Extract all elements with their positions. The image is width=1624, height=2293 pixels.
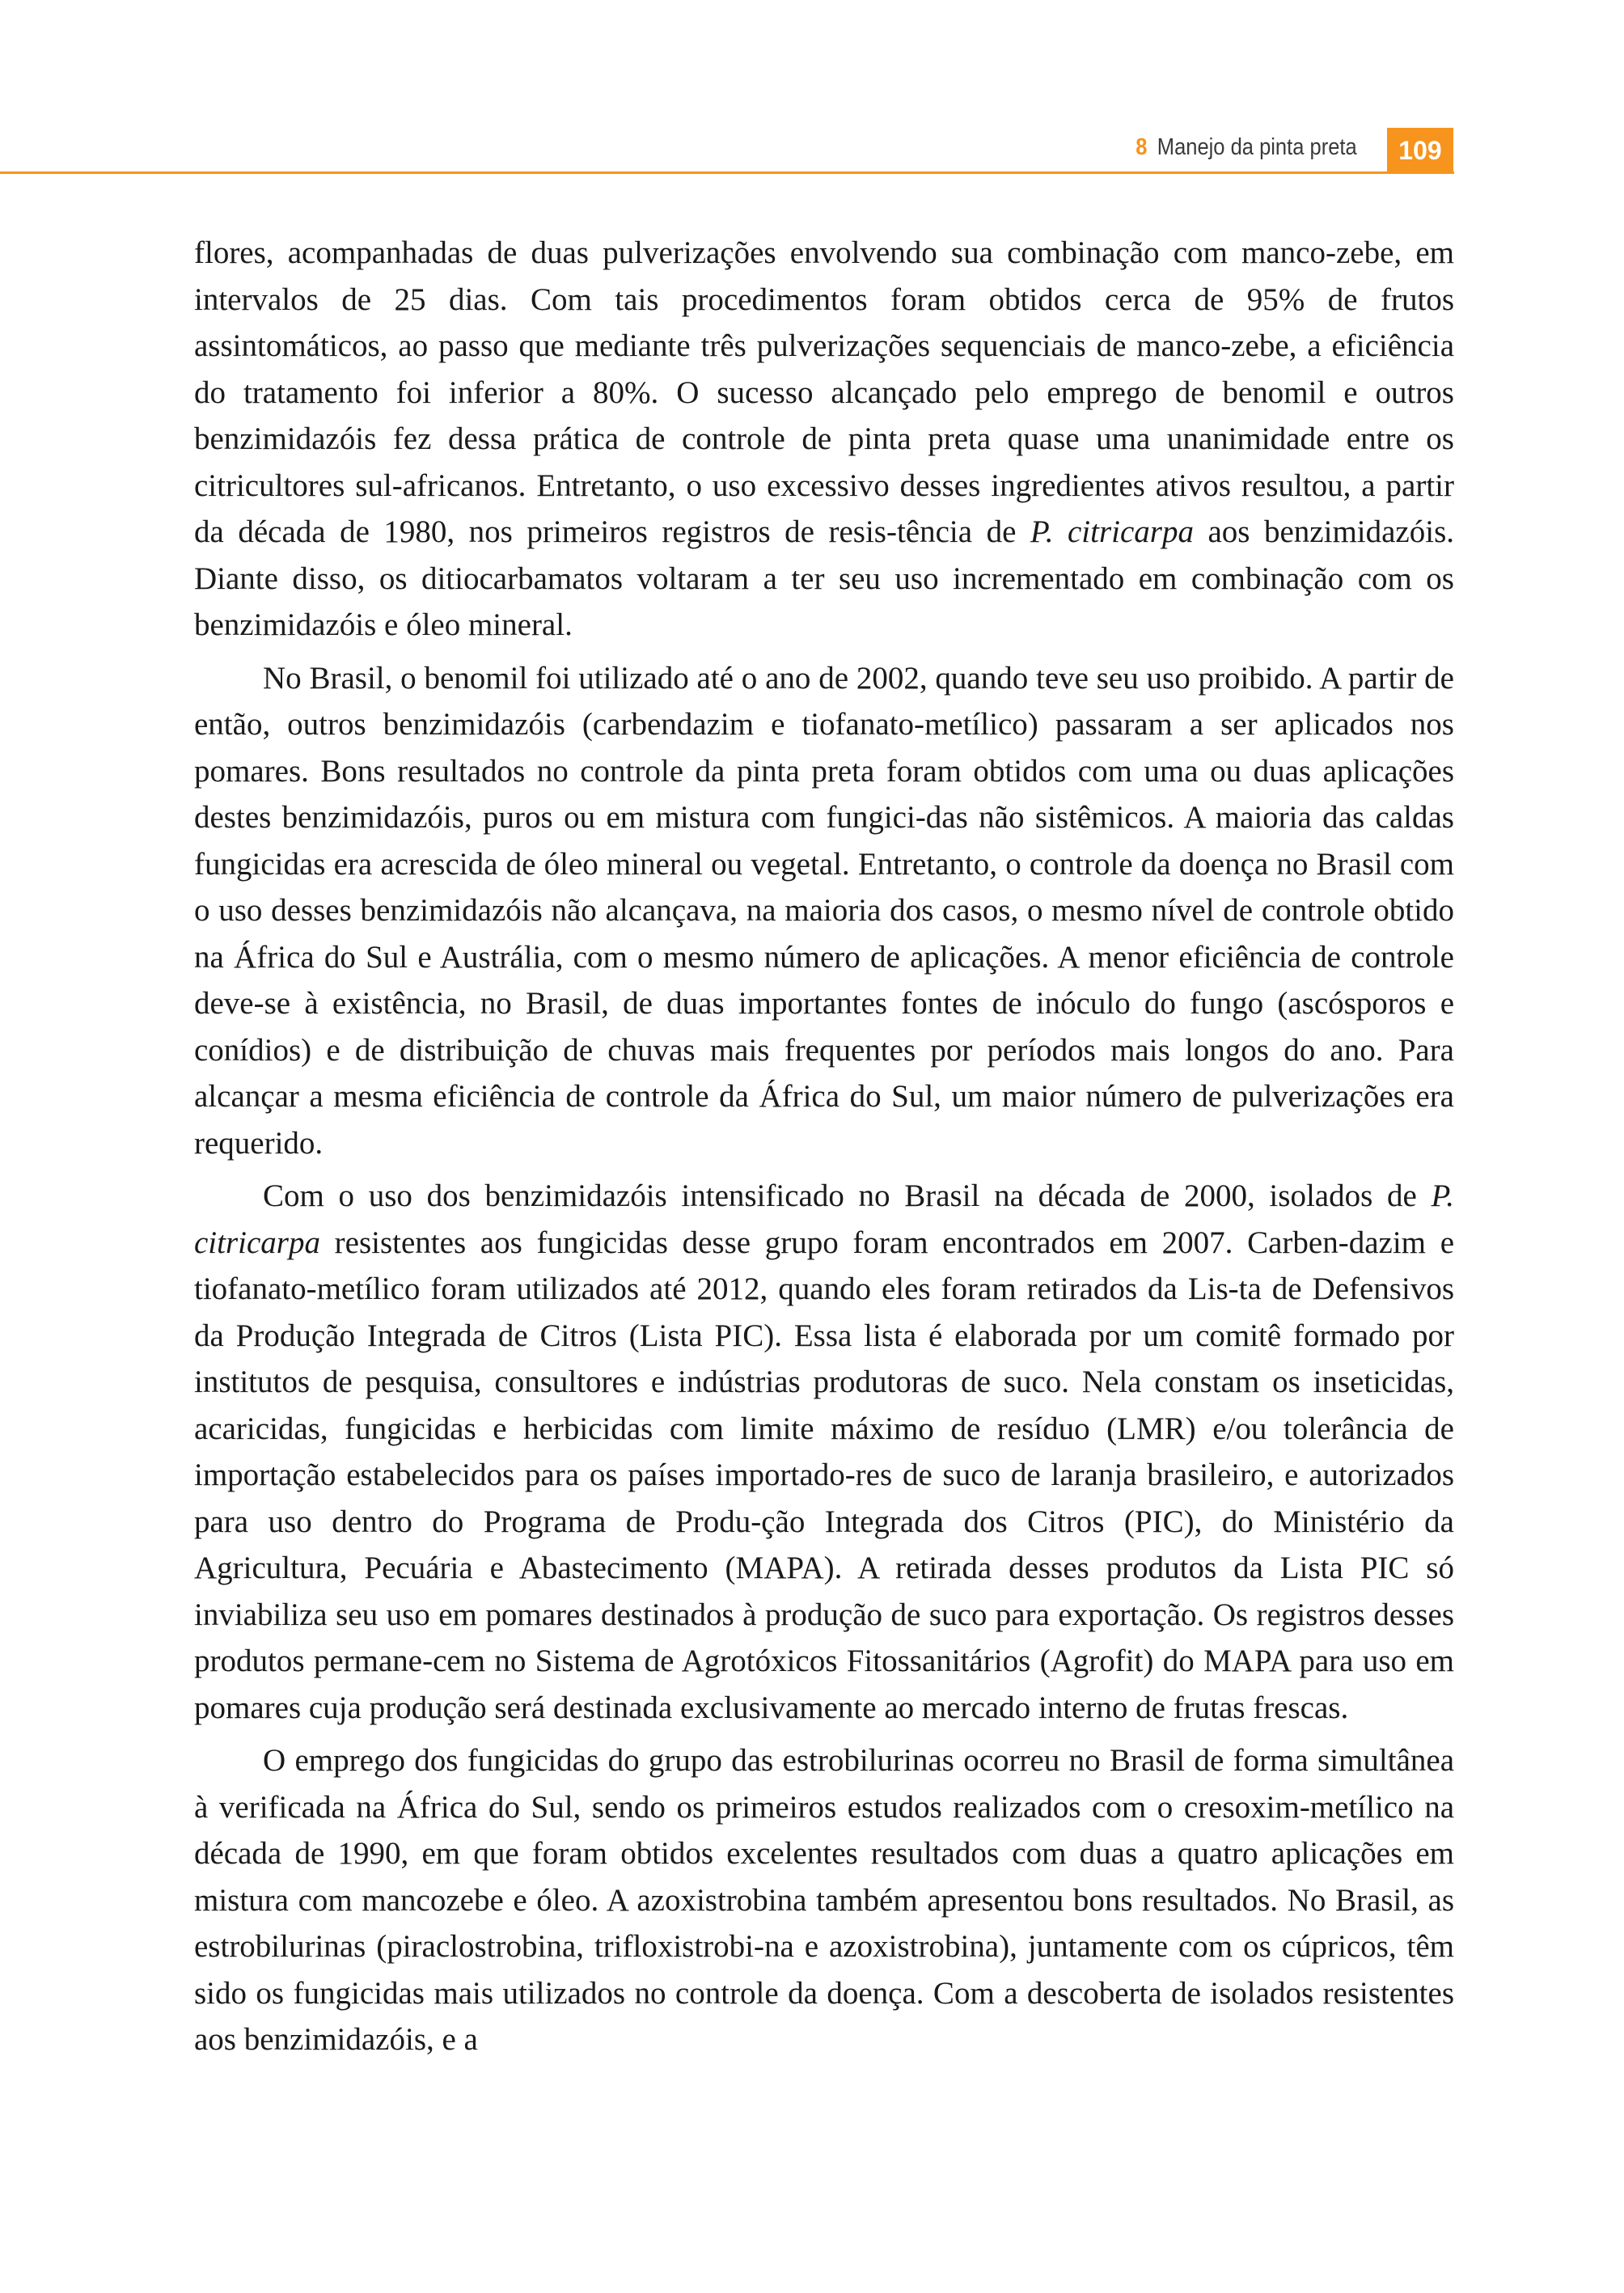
- species-name: P. citricarpa: [194, 1178, 1454, 1260]
- body-text: [194, 230, 1454, 2070]
- chapter-title: Manejo da pinta preta: [1157, 134, 1357, 160]
- text-run: No Brasil, o benomil foi utilizado até o ano de 2002, quando teve seu uso proibido. A partir de então, outros benzimidazóis (carbendazim e tiofanato-metílico) passaram a ser aplicados nos pomares. Bons resultados no controle da pinta preta foram obtidos com uma ou duas aplicações destes benzimidazóis, puros ou em mistura com fungici-das não sistêmicos. A maioria das caldas fungicidas era acrescida de óleo mineral ou vegetal. Entretanto, o controle da doença no Brasil com o uso desses benzimidazóis não alcançava, na maioria dos casos, o mesmo nível de controle obtido na África do Sul e Austrália, com o mesmo número de aplicações. A menor eficiência de controle deve-se à existência, no Brasil, de duas importantes fontes de inóculo do fungo (ascósporos e conídios) e de distribuição de chuvas mais frequentes por períodos mais longos do ano. Para alcançar a mesma eficiência de controle da África do Sul, um maior número de pulverizações era requerido.: [194, 660, 1454, 1161]
- paragraph-2: [194, 655, 1454, 1167]
- species-name: P. citricarpa: [1030, 514, 1194, 549]
- paragraph-1: [194, 230, 1454, 649]
- page-number: 109: [1387, 128, 1453, 173]
- text-run: Com o uso dos benzimidazóis intensificado no Brasil na década de 2000, isolados de: [263, 1178, 1432, 1213]
- running-header: [1136, 134, 1357, 161]
- text-run: resistentes aos fungicidas desse grupo foram encontrados em 2007. Carben-dazim e tiofanato-metílico foram utilizados até 2012, quando eles foram retirados da Lis-ta de Defensivos da Produção Integrada de Citros (Lista PIC). Essa lista é elaborada por um comitê formado por institutos de pesquisa, consultores e indústrias produtoras de suco. Nela constam os inseticidas, acaricidas, fungicidas e herbicidas com limite máximo de resíduo (LMR) e/ou tolerância de importação estabelecidos para os países importado-res de suco de laranja brasileiro, e autorizados para uso dentro do Programa de Produ-ção Integrada dos Citros (PIC), do Ministério da Agricultura, Pecuária e Abastecimento (MAPA). A retirada desses produtos da Lista PIC só inviabiliza seu uso em pomares destinados à produção de suco para exportação. Os registros desses produtos permane-cem no Sistema de Agrotóxicos Fitossanitários (Agrofit) do MAPA para uso em pomares cuja produção será destinada exclusivamente ao mercado interno de frutas frescas.: [194, 1225, 1454, 1725]
- text-run: O emprego dos fungicidas do grupo das estrobilurinas ocorreu no Brasil de forma simultânea à verificada na África do Sul, sendo os primeiros estudos realizados com o cresoxim-metílico na década de 1990, em que foram obtidos excelentes resultados com duas a quatro aplicações em mistura com mancozebe e óleo. A azoxistrobina também apresentou bons resultados. No Brasil, as estrobilurinas (piraclostrobina, trifloxistrobi-na e azoxistrobina), juntamente com os cúpricos, têm sido os fungicidas mais utilizados no controle da doença. Com a descoberta de isolados resistentes aos benzimidazóis, e a: [194, 1743, 1454, 2057]
- paragraph-4: [194, 1737, 1454, 2063]
- text-run: aos benzimidazóis. Diante disso, os ditiocarbamatos voltaram a ter seu uso incrementado em combinação com os benzimidazóis e óleo mineral.: [194, 514, 1454, 642]
- paragraph-3: [194, 1173, 1454, 1731]
- chapter-number: 8: [1136, 134, 1148, 160]
- text-run: flores, acompanhadas de duas pulverizações envolvendo sua combinação com manco-zebe, em intervalos de 25 dias. Com tais procedimentos foram obtidos cerca de 95% de frutos assintomáticos, ao passo que mediante três pulverizações sequenciais de manco-zebe, a eficiência do tratamento foi inferior a 80%. O sucesso alcançado pelo emprego de benomil e outros benzimidazóis fez dessa prática de controle de pinta preta quase uma unanimidade entre os citricultores sul-africanos. Entretanto, o uso excessivo desses ingredientes ativos resultou, a partir da década de 1980, nos primeiros registros de resis-tência de: [194, 235, 1454, 549]
- header-rule: [0, 171, 1454, 174]
